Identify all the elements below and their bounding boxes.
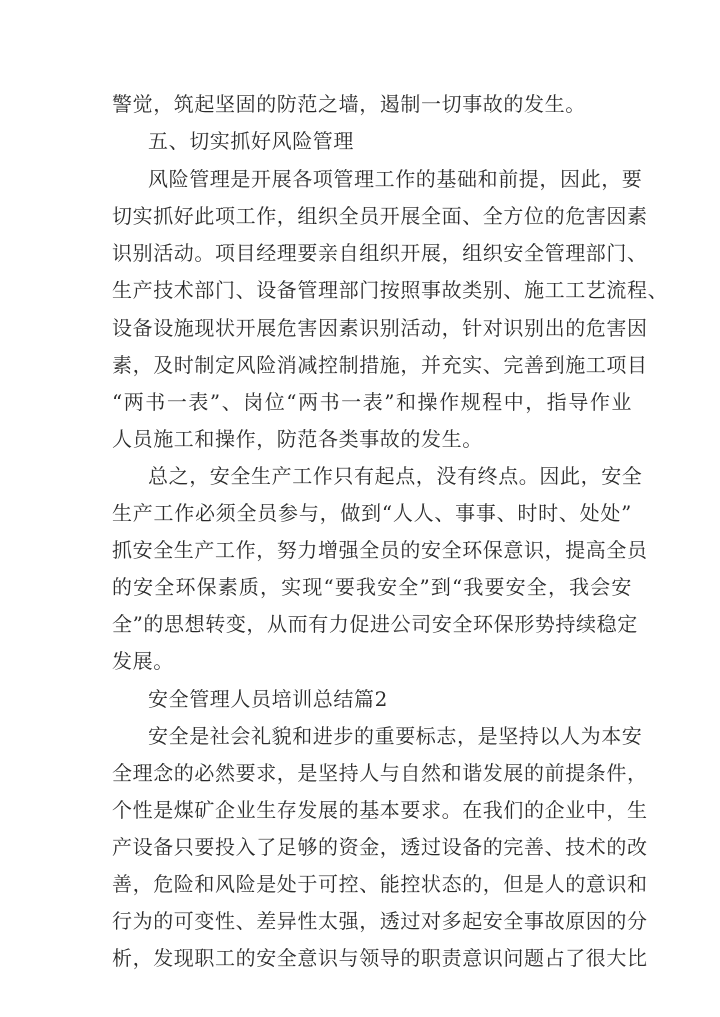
- paragraph-line: 全”的思想转变，从而有力促进公司安全环保形势持续稳定: [112, 612, 638, 636]
- section-heading-risk-management: 五、切实抓好风险管理: [148, 129, 354, 153]
- paragraph-line: 设备设施现状开展危害因素识别活动，针对识别出的危害因: [112, 316, 648, 340]
- section-heading-article-2: 安全管理人员培训总结篇2: [148, 687, 388, 711]
- paragraph-line: 生产技术部门、设备管理部门按照事故类别、施工工艺流程、: [112, 278, 669, 302]
- paragraph-line: 识别活动。项目经理要亲自组织开展，组织安全管理部门、: [112, 241, 648, 265]
- paragraph-line: 安全是社会礼貌和进步的重要标志，是坚持以人为本安: [148, 724, 643, 748]
- paragraph-line: 全理念的必然要求，是坚持人与自然和谐发展的前提条件，: [112, 761, 648, 785]
- paragraph-line: 个性是煤矿企业生存发展的基本要求。在我们的企业中，生: [112, 798, 648, 822]
- paragraph-line: 素，及时制定风险消减控制措施，并充实、完善到施工项目: [112, 353, 648, 377]
- paragraph-line: 抓安全生产工作，努力增强全员的安全环保意识，提高全员: [112, 538, 648, 562]
- paragraph-line: “两书一表”、岗位“两书一表”和操作规程中，指导作业: [112, 390, 632, 414]
- paragraph-line: 析，发现职工的安全意识与领导的职责意识问题占了很大比: [112, 946, 648, 970]
- paragraph-line: 人员施工和操作，防范各类事故的发生。: [112, 427, 483, 451]
- paragraph-line: 产设备只要投入了足够的资金，透过设备的完善、技术的改: [112, 835, 648, 859]
- paragraph-line: 行为的可变性、差异性太强，透过对多起安全事故原因的分: [112, 909, 648, 933]
- paragraph-line: 的安全环保素质，实现“要我安全”到“我要安全，我会安: [112, 575, 632, 599]
- text-line-1: 警觉，筑起坚固的防范之墙，遏制一切事故的发生。: [112, 92, 586, 116]
- paragraph-line: 发展。: [112, 649, 174, 673]
- paragraph-line: 总之，安全生产工作只有起点，没有终点。因此，安全: [148, 464, 643, 488]
- paragraph-line: 切实抓好此项工作，组织全员开展全面、全方位的危害因素: [112, 204, 648, 228]
- paragraph-line: 善，危险和风险是处于可控、能控状态的，但是人的意识和: [112, 872, 648, 896]
- paragraph-line: 风险管理是开展各项管理工作的基础和前提，因此，要: [148, 167, 643, 191]
- paragraph-line: 生产工作必须全员参与，做到“人人、事事、时时、处处”: [112, 501, 632, 525]
